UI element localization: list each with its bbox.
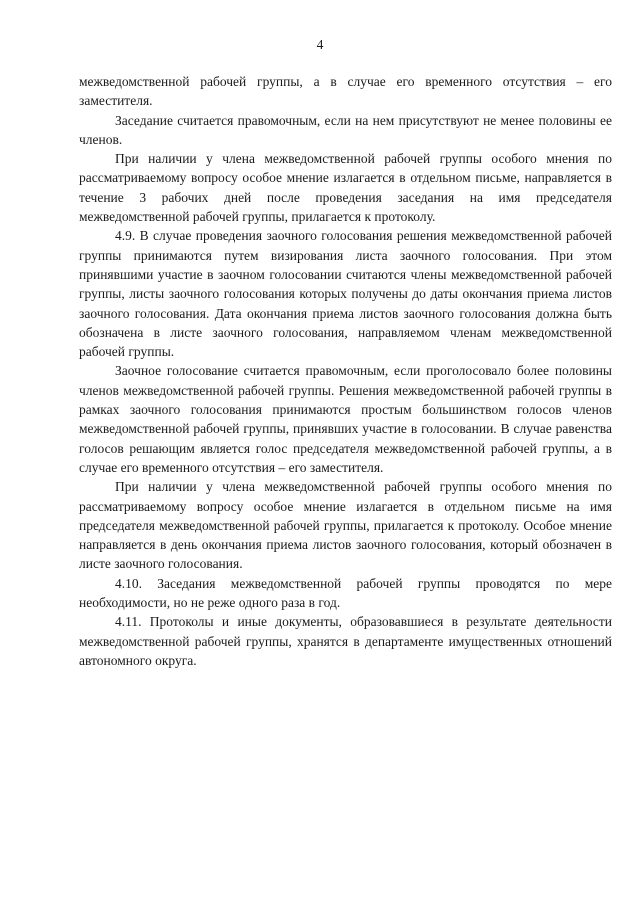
paragraph-section-4-10: 4.10. Заседания межведомственной рабочей группы проводятся по мере необходимости, но не реже одного раза в год. [79,575,612,611]
paragraph-absentee-quorum: Заочное голосование считается правомочным, если проголосовало более половины членов межведомственной рабочей группы. Решения межведомственной рабочей группы в рамках заочного голосования принимаются простым большинством голосов членов межведомственной рабочей группы, принявших участие в голосовании. В случае равенства голосов решающим является голос председателя межведомственной рабочей группы, а в случае его временного отсутствия – его заместителя. [79,363,612,475]
paragraph-dissent-absentee: При наличии у члена межведомственной рабочей группы особого мнения по рассматриваемому вопросу особое мнение излагается в отдельном письме на имя председателя межведомственной рабочей группы, прилагается к протоколу. Особое мнение направляется в день окончания приема листов заочного голосования, который обозначен в листе заочного голосования. [79,479,612,572]
paragraph-dissent-meeting: При наличии у члена межведомственной рабочей группы особого мнения по рассматриваемому вопросу особое мнение излагается в отдельном письме, направляется в течение 3 рабочих дней после проведения заседания на имя председателя межведомственной рабочей группы, прилагается к протоколу. [79,151,612,225]
paragraph-quorum: Заседание считается правомочным, если на нем присутствуют не менее половины ее членов. [79,112,612,147]
paragraph-continuation: межведомственной рабочей группы, а в случае его временного отсутствия – его заместителя. [79,74,612,109]
paragraph-section-4-9: 4.9. В случае проведения заочного голосования решения межведомственной рабочей группы принимаются путем визирования листа заочного голосования. При этом принявшими участие в заочном голосовании считаются члены межведомственной рабочей группы, листы заочного голосования которых получены до даты окончания приема листов заочного голосования. Дата окончания приема листов заочного голосования должна быть обозначена в листе заочного голосования, направляемом членам межведомственной рабочей группы. [79,228,612,360]
paragraph-section-4-11: 4.11. Протоколы и иные документы, образовавшиеся в результате деятельности межведомственной рабочей группы, хранятся в департаменте имущественных отношений автономного округа. [79,614,612,668]
document-body [79,72,612,670]
page-number: 4 [316,37,324,52]
